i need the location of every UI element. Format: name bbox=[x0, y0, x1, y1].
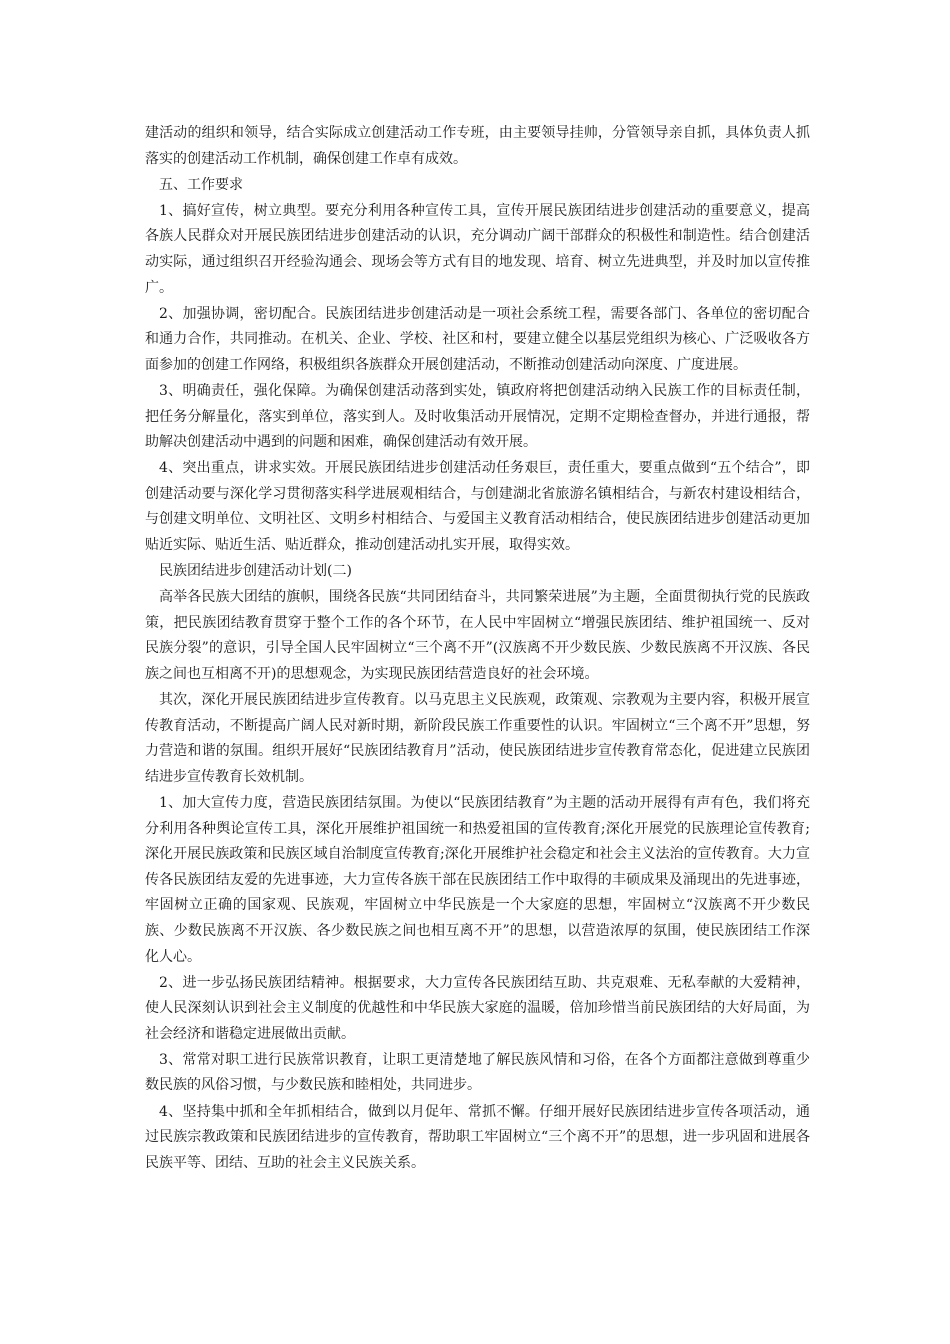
section-heading-work-requirements: 五、工作要求 bbox=[159, 176, 243, 193]
paragraph-item-4-priorities: 4、突出重点，讲求实效。开展民族团结进步创建活动任务艰巨，责任重大，要重点做到“五个结合”，即创建活动要与深化学习贯彻落实科学进展观相结合，与创建湖北省旅游名镇相结合，与新农村建设相结合，与创建文明单位、文明社区、文明乡村相结合、与爱国主义教育活动相结合，使民族团结进步创建活动更加贴近实际、贴近生活、贴近群众，推动创建活动扎实开展，取得实效。 bbox=[145, 460, 810, 553]
paragraph-continuation: 建活动的组织和领导，结合实际成立创建活动工作专班，由主要领导挂帅，分管领导亲自抓，具体负责人抓落实的创建活动工作机制，确保创建工作卓有成效。 bbox=[145, 125, 810, 167]
paragraph-item-1-publicity: 1、搞好宣传，树立典型。要充分利用各种宣传工具，宣传开展民族团结进步创建活动的重要意义，提高各族人民群众对开展民族团结进步创建活动的认识，充分调动广阔干部群众的积极性和制造性。结合创建活动实际，通过组织召开经验沟通会、现场会等方式有目的地发现、培育、树立先进典型，并及时加以宣传推广。 bbox=[145, 202, 810, 296]
document-page bbox=[145, 121, 810, 1176]
paragraph-plan-item-1: 1、加大宣传力度，营造民族团结氛围。为使以“民族团结教育”为主题的活动开展得有声有色，我们将充分利用各种舆论宣传工具，深化开展维护祖国统一和热爱祖国的宣传教育;深化开展党的民族理论宣传教育;深化开展民族政策和民族区域自治制度宣传教育;深化开展维护社会稳定和社会主义法治的宣传教育。大力宣传各民族团结友爱的先进事迹，大力宣传各族干部在民族团结工作中取得的丰硕成果及涌现出的先进事迹，牢固树立正确的国家观、民族观，牢固树立中华民族是一个大家庭的思想，牢固树立“汉族离不开少数民族、少数民族离不开汉族、各少数民族之间也相互离不开”的思想，以营造浓厚的氛围，使民族团结工作深化人心。 bbox=[145, 794, 810, 965]
paragraph-plan-item-2: 2、进一步弘扬民族团结精神。根据要求，大力宣传各民族团结互助、共克艰难、无私奉献的大爱精神，使人民深刻认识到社会主义制度的优越性和中华民族大家庭的温暖，倍加珍惜当前民族团结的大好局面，为社会经济和谐稳定进展做出贡献。 bbox=[145, 974, 810, 1042]
paragraph-item-3-responsibility: 3、明确责任，强化保障。为确保创建活动落到实处，镇政府将把创建活动纳入民族工作的目标责任制，把任务分解量化，落实到单位，落实到人。及时收集活动开展情况，定期不定期检查督办，并进行通报，帮助解决创建活动中遇到的问题和困难，确保创建活动有效开展。 bbox=[145, 382, 810, 451]
paragraph-secondly: 其次，深化开展民族团结进步宣传教育。以马克思主义民族观，政策观、宗教观为主要内容，积极开展宣传教育活动，不断提高广阔人民对新时期，新阶段民族工作重要性的认识。牢固树立“三个离不开”思想，努力营造和谐的氛围。组织开展好“民族团结教育月”活动，使民族团结进步宣传教育常态化，促进建立民族团结进步宣传教育长效机制。 bbox=[145, 692, 810, 785]
paragraph-plan-item-3: 3、常常对职工进行民族常识教育，让职工更清楚地了解民族风情和习俗，在各个方面都注意做到尊重少数民族的风俗习惯，与少数民族和睦相处，共同进步。 bbox=[145, 1051, 810, 1094]
paragraph-theme: 高举各民族大团结的旗帜，围绕各民族“共同团结奋斗，共同繁荣进展”为主题，全面贯彻执行党的民族政策，把民族团结教育贯穿于整个工作的各个环节，在人民中牢固树立“增强民族团结、维护祖国统一、反对民族分裂”的意识，引导全国人民牢固树立“三个离不开”(汉族离不开少数民族、少数民族离不开汉族、各民族之间也互相离不开)的思想观念，为实现民族团结营造良好的社会环境。 bbox=[145, 589, 810, 682]
paragraph-item-2-coordination: 2、加强协调，密切配合。民族团结进步创建活动是一项社会系统工程，需要各部门、各单位的密切配合和通力合作，共同推动。在机关、企业、学校、社区和村，要建立健全以基层党组织为核心、广泛吸收各方面参加的创建工作网络，积极组织各族群众开展创建活动，不断推动创建活动向深度、广度进展。 bbox=[145, 305, 810, 373]
section-title-plan-two: 民族团结进步创建活动计划(二) bbox=[159, 563, 352, 580]
paragraph-plan-item-4: 4、坚持集中抓和全年抓相结合，做到以月促年、常抓不懈。仔细开展好民族团结进步宣传各项活动，通过民族宗教政策和民族团结进步的宣传教育，帮助职工牢固树立“三个离不开”的思想，进一步巩固和进展各民族平等、团结、互助的社会主义民族关系。 bbox=[145, 1103, 810, 1171]
